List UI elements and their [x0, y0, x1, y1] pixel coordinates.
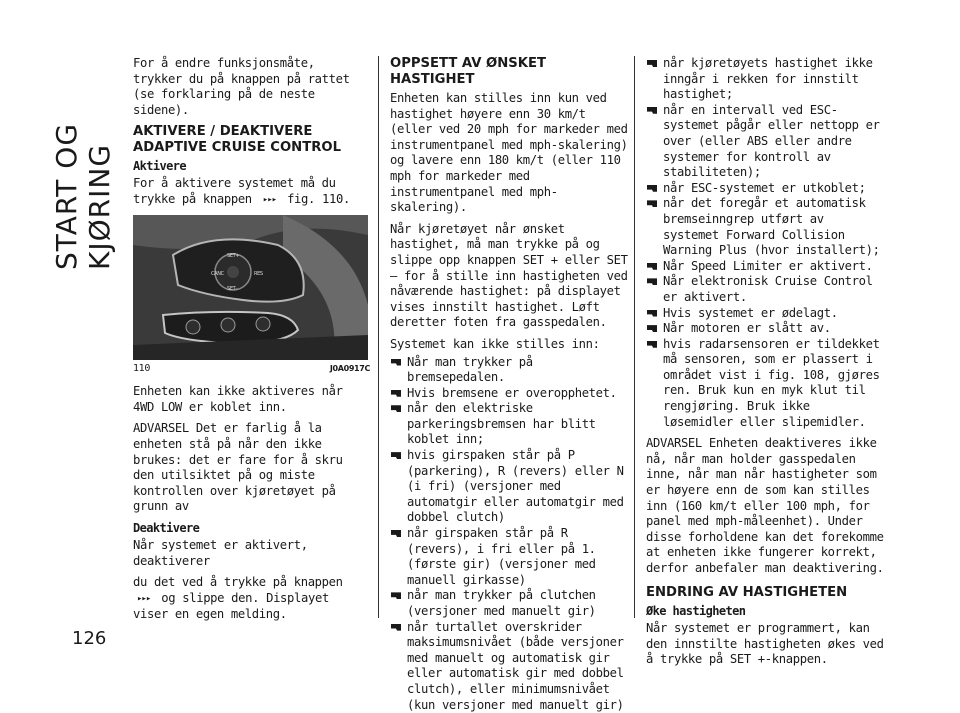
column-divider: [378, 56, 379, 618]
warning-paragraph: ADVARSEL Det er farlig å la enheten stå på når den ikke brukes: det er fare for å skru den utilsiktet på og miste kontrollen over kjøretøyet på grunn av: [133, 421, 370, 515]
list-item: hvis radarsensoren er tildekket må sensoren, som er plassert i området vist i fig. 108, gjøres ren. Bruk kun en myk klut til rengjøring. Bruk ikke løsemidler eller slipemidler.: [646, 337, 886, 431]
warning-paragraph: ADVARSEL Enheten deaktiveres ikke nå, når man holder gasspedalen inne, når man når hastigheter som er høyere enn de som kan stilles inn (160 km/t eller 100 mph, for panel med mph-måleenhet). Under disse forholdene kan det forekomme at enheten ikke fungerer korrekt, derfor anbefaler man deaktivering.: [646, 436, 886, 576]
column-divider: [634, 56, 635, 618]
bullet-icon: [391, 359, 401, 366]
list-item: Når man trykker på bremsepedalen.: [390, 355, 628, 386]
subheading-deactivate: Deaktivere: [133, 521, 370, 536]
heading-speed-setup: OPPSETT AV ØNSKET HASTIGHET: [390, 56, 628, 87]
heading-activate-deactivate: AKTIVERE / DEAKTIVERE ADAPTIVE CRUISE CONTROL: [133, 124, 370, 155]
bullet-icon: [391, 405, 401, 412]
side-section-title-text: START OG KJØRING: [50, 40, 116, 270]
list-item: Hvis bremsene er overopphetet.: [390, 386, 628, 402]
steering-wheel-figure: [133, 215, 368, 360]
list-item: når den elektriske parkeringsbremsen har blitt koblet inn;: [390, 401, 628, 448]
fig-label-set-minus: SET–: [227, 286, 238, 292]
figure-caption: [133, 361, 370, 377]
list-item: når ESC-systemet er utkoblet;: [646, 181, 886, 197]
column-2: [390, 56, 628, 713]
deactivate-line-1: Når systemet er aktivert, deaktiverer: [133, 538, 370, 569]
steering-wheel-illustration: [133, 215, 368, 360]
bullet-icon: [391, 624, 401, 631]
4wd-note: Enheten kan ikke aktiveres når 4WD LOW er koblet inn.: [133, 384, 370, 415]
bullet-icon: [647, 60, 657, 67]
bullet-icon: [647, 200, 657, 207]
heading-speed-change: ENDRING AV HASTIGHETEN: [646, 585, 886, 601]
bullet-icon: [647, 278, 657, 285]
list-item: når girspaken står på R (revers), i fri eller på 1. (første gir) (versjoner med manuell girkasse): [390, 526, 628, 588]
bullet-icon: [647, 341, 657, 348]
subheading-increase-speed: Øke hastigheten: [646, 604, 886, 619]
bullet-icon: [391, 592, 401, 599]
bullet-icon: [391, 390, 401, 397]
figure-code: J0A0917C: [330, 361, 370, 377]
column-1: [133, 56, 370, 629]
side-section-title: [58, 40, 108, 270]
cannot-set-list-continued: [646, 56, 886, 430]
increase-speed-paragraph: Når systemet er programmert, kan den innstilte hastigheten økes ved å trykke på SET +-knappen.: [646, 621, 886, 668]
bullet-icon: [647, 185, 657, 192]
list-item: når turtallet overskrider maksimumsnivået (både versjoner med manuelt og automatisk gir eller automatisk gir med dobbel clutch), eller minimumsnivået (kun versjoner med manuelt gir): [390, 620, 628, 713]
list-item: hvis girspaken står på P (parkering), R (revers) eller N (i fri) (versjoner med automatgir eller automatgir med dobbel clutch): [390, 448, 628, 526]
subheading-activate: Aktivere: [133, 159, 370, 174]
speed-range-paragraph: Enheten kan stilles inn kun ved hastighet høyere enn 30 km/t (eller ved 20 mph for markeder med instrumentpanel med mph-skalering) og lavere enn 180 km/t (eller 110 mph for markeder med instrumentpanel med mph-skalering).: [390, 91, 628, 216]
list-item: når kjøretøyets hastighet ikke inngår i rekken for innstilt hastighet;: [646, 56, 886, 103]
fig-label-res: RES: [254, 271, 263, 277]
list-item: når det foregår et automatisk bremseinngrep utført av systemet Forward Collision Warning Plus (hvor installert);: [646, 196, 886, 258]
cannot-set-intro: Systemet kan ikke stilles inn:: [390, 337, 628, 353]
list-item: Når motoren er slått av.: [646, 321, 886, 337]
set-speed-paragraph: Når kjøretøyet når ønsket hastighet, må man trykke på og slippe opp knappen SET + eller SET – for å stille inn hastigheten ved nåværende hastighet: på displayet vises innstilt hastighet. Løft deretter foten fra gasspedalen.: [390, 222, 628, 331]
list-item: når man trykker på clutchen (versjoner med manuelt gir): [390, 588, 628, 619]
deactivate-paragraph: du det ved å trykke på knappen ▸▸▸ og slippe den. Displayet viser en egen melding.: [133, 575, 370, 623]
list-item: Når Speed Limiter er aktivert.: [646, 259, 886, 275]
activate-paragraph: For å aktivere systemet må du trykke på knappen ▸▸▸ fig. 110.: [133, 176, 370, 208]
bullet-icon: [647, 310, 657, 317]
bullet-icon: [391, 452, 401, 459]
intro-paragraph: For å endre funksjonsmåte, trykker du på knappen på rattet (se forklaring på de neste sidene).: [133, 56, 370, 118]
page-number: 126: [72, 628, 106, 649]
bullet-icon: [391, 530, 401, 537]
list-item: når en intervall ved ESC-systemet pågår eller nettopp er over (eller ABS eller andre systemer for kontroll av stabiliteten);: [646, 103, 886, 181]
list-item: Når elektronisk Cruise Control er aktivert.: [646, 274, 886, 305]
figure-number: 110: [133, 361, 150, 377]
cruise-control-icon: ▸▸▸: [137, 592, 150, 608]
fig-label-canc: CANC: [211, 271, 225, 277]
bullet-icon: [647, 107, 657, 114]
list-item: Hvis systemet er ødelagt.: [646, 306, 886, 322]
bullet-icon: [647, 263, 657, 270]
cannot-set-list: [390, 355, 628, 713]
bullet-icon: [647, 325, 657, 332]
column-3: [646, 56, 886, 674]
fig-label-set-plus: SET+: [227, 253, 239, 259]
cruise-control-icon: ▸▸▸: [263, 193, 276, 209]
